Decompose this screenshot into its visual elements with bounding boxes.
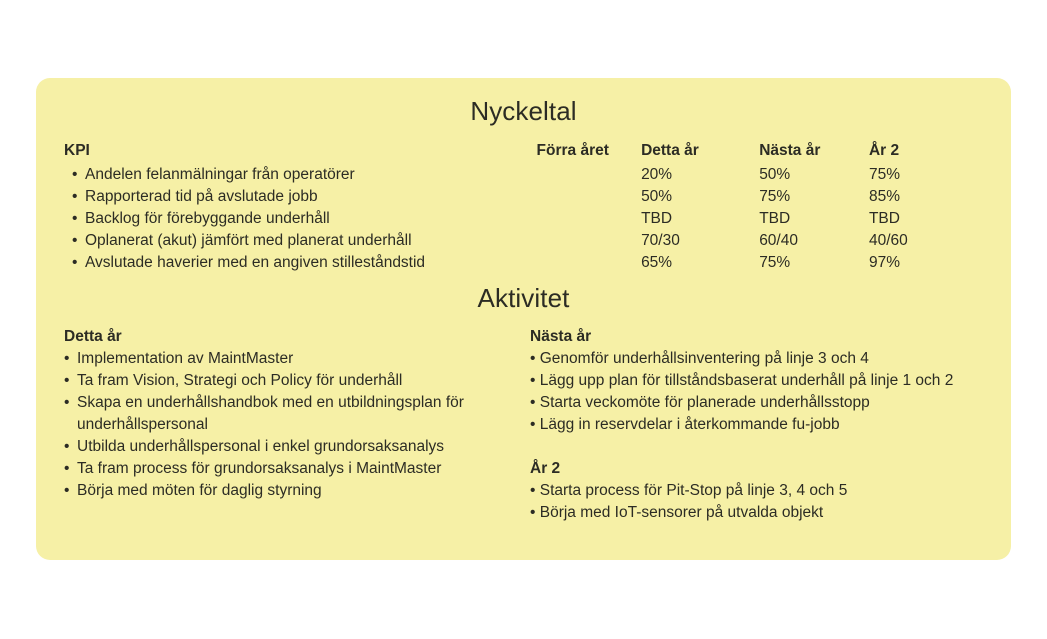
list-item: • Börja med IoT-sensorer på utvalda objekt (530, 502, 982, 524)
kpi-row-ar-2: TBD (868, 210, 900, 227)
kpi-row-label: • Andelen felanmälningar från operatörer (64, 164, 537, 186)
table-row (64, 230, 984, 252)
kpi-row-nasta-ar: 60/40 (759, 232, 798, 249)
kpi-row-nasta-ar: 75% (759, 188, 791, 205)
kpi-table-body (64, 164, 984, 274)
list-item: • Implementation av MaintMaster (64, 348, 504, 370)
kpi-row-detta-ar: 65% (641, 254, 673, 271)
kpi-row-label: • Rapporterad tid på avslutade jobb (64, 186, 537, 208)
aktivitet-column-nasta-ar-och-ar-2 (530, 326, 982, 524)
list-item: • Lägg in reservdelar i återkommande fu-jobb (530, 414, 982, 436)
list-item: • Starta veckomöte för planerade underhållsstopp (530, 392, 982, 414)
kpi-row-forra-aret (537, 164, 642, 186)
kpi-row-label: • Backlog för förebyggande underhåll (64, 208, 537, 230)
kpi-row-ar-2: 97% (868, 254, 900, 271)
kpi-header-forra-aret: Förra året (536, 142, 609, 159)
kpi-row-label: • Avslutade haverier med en angiven stilleståndstid (64, 252, 537, 274)
aktivitet-right-list-ar-2 (530, 480, 982, 524)
aktivitet-right-heading-ar-2: År 2 (530, 460, 561, 477)
kpi-row-forra-aret (537, 230, 642, 252)
list-item: • Skapa en underhållshandbok med en utbildningsplan för underhållspersonal (64, 392, 504, 436)
aktivitet-left-list (64, 348, 504, 502)
table-row (64, 164, 984, 186)
aktivitet-columns (64, 326, 984, 524)
list-item: • Starta process för Pit-Stop på linje 3, 4 och 5 (530, 480, 982, 502)
aktivitet-section-title: Aktivitet (477, 283, 570, 313)
aktivitet-column-detta-ar (64, 326, 504, 524)
kpi-table (64, 142, 984, 274)
list-item: • Ta fram Vision, Strategi och Policy för underhåll (64, 370, 504, 392)
table-row (64, 186, 984, 208)
nyckeltal-section-title: Nyckeltal (470, 96, 577, 126)
list-item: • Börja med möten för daglig styrning (64, 480, 504, 502)
content-card (36, 78, 1011, 560)
kpi-table-block (64, 142, 984, 274)
kpi-row-forra-aret (537, 208, 642, 230)
table-row (64, 252, 984, 274)
kpi-header-row (64, 142, 984, 164)
kpi-table-head (64, 142, 984, 164)
kpi-row-detta-ar: 20% (641, 166, 673, 183)
kpi-row-nasta-ar: 50% (759, 166, 791, 183)
kpi-row-detta-ar: 70/30 (641, 232, 680, 249)
kpi-row-nasta-ar: TBD (759, 210, 791, 227)
list-item: • Lägg upp plan för tillståndsbaserat underhåll på linje 1 och 2 (530, 370, 982, 392)
kpi-row-detta-ar: TBD (641, 210, 673, 227)
kpi-row-ar-2: 75% (868, 166, 900, 183)
kpi-header-kpi: KPI (64, 142, 90, 159)
kpi-row-nasta-ar: 75% (759, 254, 791, 271)
list-item: • Utbilda underhållspersonal i enkel grundorsaksanalys (64, 436, 504, 458)
kpi-row-forra-aret (537, 252, 642, 274)
kpi-row-ar-2: 85% (868, 188, 900, 205)
list-item: • Ta fram process för grundorsaksanalys i MaintMaster (64, 458, 504, 480)
table-row (64, 208, 984, 230)
kpi-row-forra-aret (537, 186, 642, 208)
aktivitet-right-heading-nasta-ar: Nästa år (530, 328, 592, 345)
list-item: • Genomför underhållsinventering på linje 3 och 4 (530, 348, 982, 370)
kpi-header-detta-ar: Detta år (641, 142, 699, 159)
kpi-header-nasta-ar: Nästa år (759, 142, 821, 159)
kpi-header-ar-2: År 2 (868, 142, 900, 159)
aktivitet-left-heading: Detta år (64, 328, 122, 345)
kpi-row-label: • Oplanerat (akut) jämfört med planerat underhåll (64, 230, 537, 252)
kpi-row-ar-2: 40/60 (868, 232, 908, 249)
aktivitet-right-list-nasta-ar (530, 348, 982, 436)
kpi-row-detta-ar: 50% (641, 188, 673, 205)
